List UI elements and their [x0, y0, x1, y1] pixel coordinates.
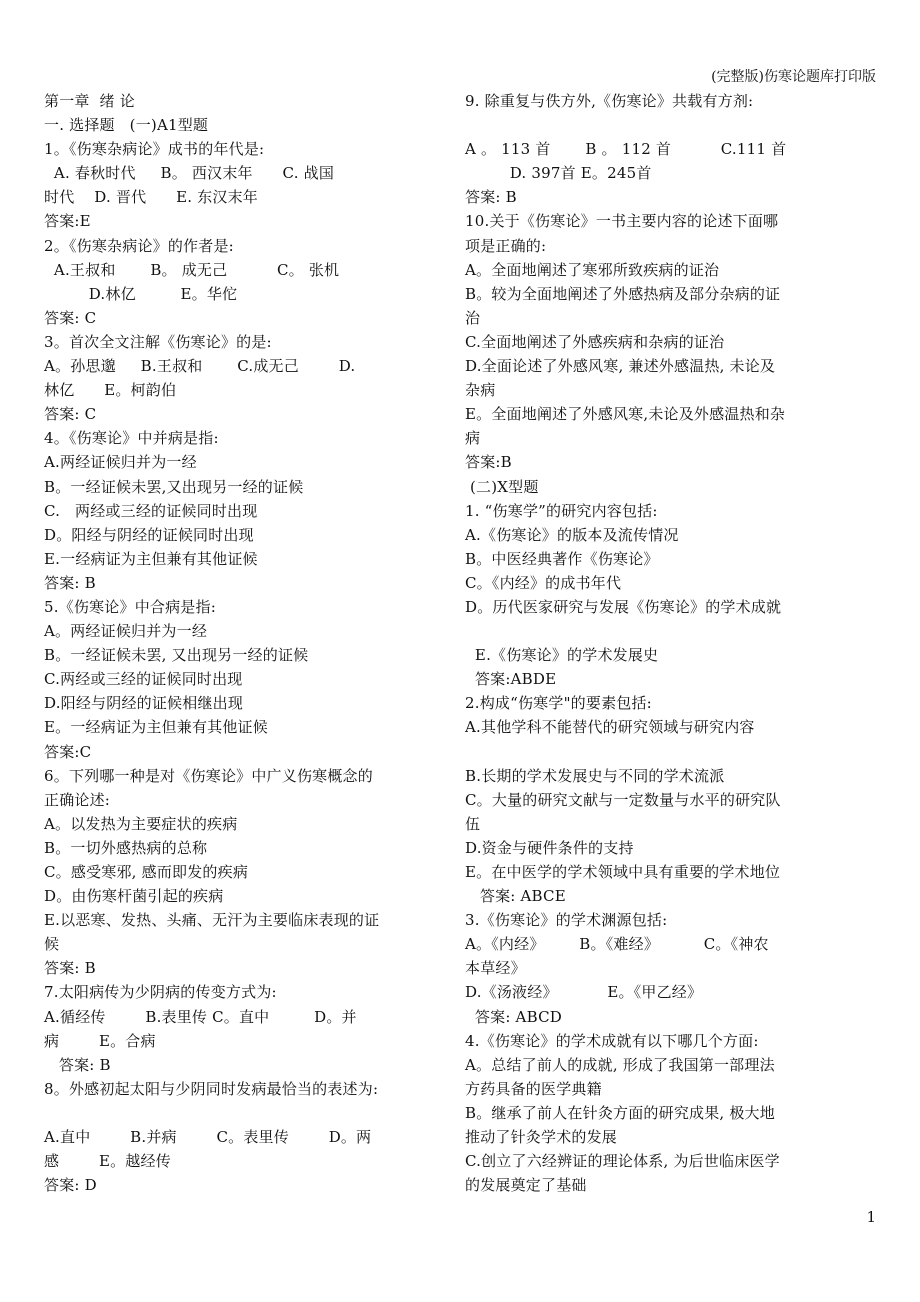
text-line: A 。 113 首 B 。 112 首 C.111 首 — [465, 140, 787, 159]
text-line: 1. “伤寒学”的研究内容包括: — [465, 501, 658, 520]
text-line: 5.《伤寒论》中合病是指: — [44, 597, 216, 616]
text-line: C。《内经》的成书年代 — [465, 573, 622, 592]
text-line: A。孙思邈 B.王叔和 C.成无己 D. — [44, 357, 356, 376]
text-line: C. 两经或三经的证候同时出现 — [44, 501, 258, 520]
text-line: B。继承了前人在针灸方面的研究成果, 极大地 — [465, 1103, 775, 1122]
text-line: 6。下列哪一种是对《伤寒论》中广义伤寒概念的 — [44, 766, 373, 785]
text-line: 的发展奠定了基础 — [465, 1176, 587, 1195]
text-line: 3.《伤寒论》的学术渊源包括: — [465, 911, 668, 930]
text-line: B。中医经典著作《伤寒论》 — [465, 549, 659, 568]
text-line: A.直中 B.并病 C。表里传 D。两 — [44, 1128, 372, 1147]
text-line: D。由伤寒杆菌引起的疾病 — [44, 887, 224, 906]
text-line: 答案: B — [44, 959, 96, 978]
text-line — [44, 1101, 436, 1125]
text-line: 7.太阳病传为少阴病的传变方式为: — [44, 983, 277, 1002]
text-line: A。以发热为主要症状的疾病 — [44, 814, 238, 833]
text-line: A.两经证候归并为一经 — [44, 453, 197, 472]
text-line: D.资金与硬件条件的支持 — [465, 838, 634, 857]
text-line: 杂病 — [465, 381, 496, 400]
text-line: 本草经》 — [465, 959, 526, 978]
text-line: 治 — [465, 308, 481, 327]
text-line: D. 397首 E。245首 — [465, 164, 652, 183]
text-line: E。一经病证为主但兼有其他证候 — [44, 718, 268, 737]
text-line: 答案: D — [44, 1176, 97, 1195]
text-line: 1。《伤寒杂病论》成书的年代是: — [44, 140, 265, 159]
text-line: B.长期的学术发展史与不同的学术流派 — [465, 766, 725, 785]
text-line: 答案: C — [44, 405, 97, 424]
text-line: A。全面地阐述了寒邪所致疾病的证治 — [465, 260, 720, 279]
text-line: E。在中医学的学术领域中具有重要的学术地位 — [465, 863, 781, 881]
text-line: A.王叔和 B。 成无己 C。 张机 — [44, 260, 340, 279]
text-line: 答案: ABCD — [465, 1007, 562, 1026]
text-line — [465, 113, 857, 137]
text-line: D.全面论述了外感风寒, 兼述外感温热, 未论及 — [465, 357, 776, 376]
text-line: 推动了针灸学术的发展 — [465, 1128, 618, 1147]
text-line: 9. 除重复与佚方外,《伤寒论》共载有方剂: — [465, 92, 754, 110]
text-line: E.以恶寒、发热、头痛、无汗为主要临床表现的证 — [44, 911, 380, 930]
text-line: 感 E。越经传 — [44, 1152, 171, 1171]
text-line: 病 — [465, 429, 481, 448]
text-line: (二)X型题 — [465, 477, 539, 496]
text-line: 答案: B — [44, 573, 96, 592]
text-line: 正确论述: — [44, 790, 111, 809]
text-line: 2.构成“伤寒学"的要素包括: — [465, 694, 652, 713]
text-line: 2。《伤寒杂病论》的作者是: — [44, 236, 234, 255]
text-line: 答案: C — [44, 308, 97, 327]
text-line: A。总结了前人的成就, 形成了我国第一部理法 — [465, 1055, 775, 1074]
text-line: D。阳经与阴经的证候同时出现 — [44, 525, 254, 544]
text-line: 答案:B — [465, 453, 512, 472]
text-line: A.其他学科不能替代的研究领域与研究内容 — [465, 718, 755, 737]
text-line: B。一经证候未罢,又出现另一经的证候 — [44, 477, 304, 496]
text-line: 4.《伤寒论》的学术成就有以下哪几个方面: — [465, 1031, 759, 1050]
text-line: C。感受寒邪, 感而即发的疾病 — [44, 863, 249, 881]
text-line: B。一切外感热病的总称 — [44, 838, 208, 857]
text-line: 伍 — [465, 814, 481, 833]
text-line: D.阳经与阴经的证候相继出现 — [44, 694, 244, 713]
text-line: A。两经证候归并为一经 — [44, 622, 208, 641]
text-line: B。一经证候未罢, 又出现另一经的证候 — [44, 646, 309, 665]
page-number: 1 — [866, 1208, 876, 1226]
text-line: 答案:C — [44, 742, 92, 761]
text-line: C.两经或三经的证候同时出现 — [44, 670, 243, 689]
text-line: 8。外感初起太阳与少阴同时发病最恰当的表述为: — [44, 1079, 379, 1098]
text-line: 答案: ABCE — [465, 887, 566, 906]
text-line: D.《汤液经》 E。《甲乙经》 — [465, 983, 703, 1002]
text-line: B。较为全面地阐述了外感热病及部分杂病的证 — [465, 284, 781, 303]
text-line: 答案: B — [44, 1055, 111, 1074]
text-line: E.一经病证为主但兼有其他证候 — [44, 549, 258, 568]
text-line: 答案:E — [44, 212, 91, 231]
text-line — [465, 619, 857, 643]
text-line: 4。《伤寒论》中并病是指: — [44, 429, 219, 448]
text-line: D.林亿 E。华佗 — [44, 284, 238, 303]
text-line: C.创立了六经辨证的理论体系, 为后世临床医学 — [465, 1152, 780, 1171]
right-column — [465, 89, 857, 1197]
text-line: A.循经传 B.表里传 C。直中 D。并 — [44, 1007, 357, 1026]
text-line: D。历代医家研究与发展《伤寒论》的学术成就 — [465, 597, 782, 616]
text-line: A. 春秋时代 B。 西汉末年 C. 战国 — [44, 164, 335, 183]
text-line: 一. 选择题 (一)A1型题 — [44, 116, 209, 135]
text-line: 答案:ABDE — [465, 670, 557, 689]
text-line: 候 — [44, 935, 60, 954]
text-line: 3。首次全文注解《伤寒论》的是: — [44, 332, 272, 351]
text-line: C.全面地阐述了外感疾病和杂病的证治 — [465, 332, 725, 351]
text-line — [465, 740, 857, 764]
text-line: 方药具备的医学典籍 — [465, 1079, 602, 1098]
text-line: 答案: B — [465, 188, 517, 207]
text-line: A.《伤寒论》的版本及流传情况 — [465, 525, 679, 544]
text-line: A。《内经》 B。《难经》 C。《神农 — [465, 935, 769, 954]
text-line: 林亿 E。柯韵伯 — [44, 381, 177, 400]
page-header: (完整版)伤寒论题库打印版 — [711, 69, 876, 85]
text-line: 时代 D. 晋代 E. 东汉末年 — [44, 188, 258, 207]
left-column — [44, 89, 436, 1197]
text-line: 项是正确的: — [465, 236, 547, 255]
text-line: E.《伤寒论》的学术发展史 — [465, 646, 659, 665]
text-line: C。大量的研究文献与一定数量与水平的研究队 — [465, 790, 781, 809]
text-line: E。全面地阐述了外感风寒,未论及外感温热和杂 — [465, 405, 786, 424]
text-line: 10.关于《伤寒论》一书主要内容的论述下面哪 — [465, 212, 779, 231]
text-line: 病 E。合病 — [44, 1031, 156, 1050]
text-line: 第一章 绪 论 — [44, 92, 135, 110]
